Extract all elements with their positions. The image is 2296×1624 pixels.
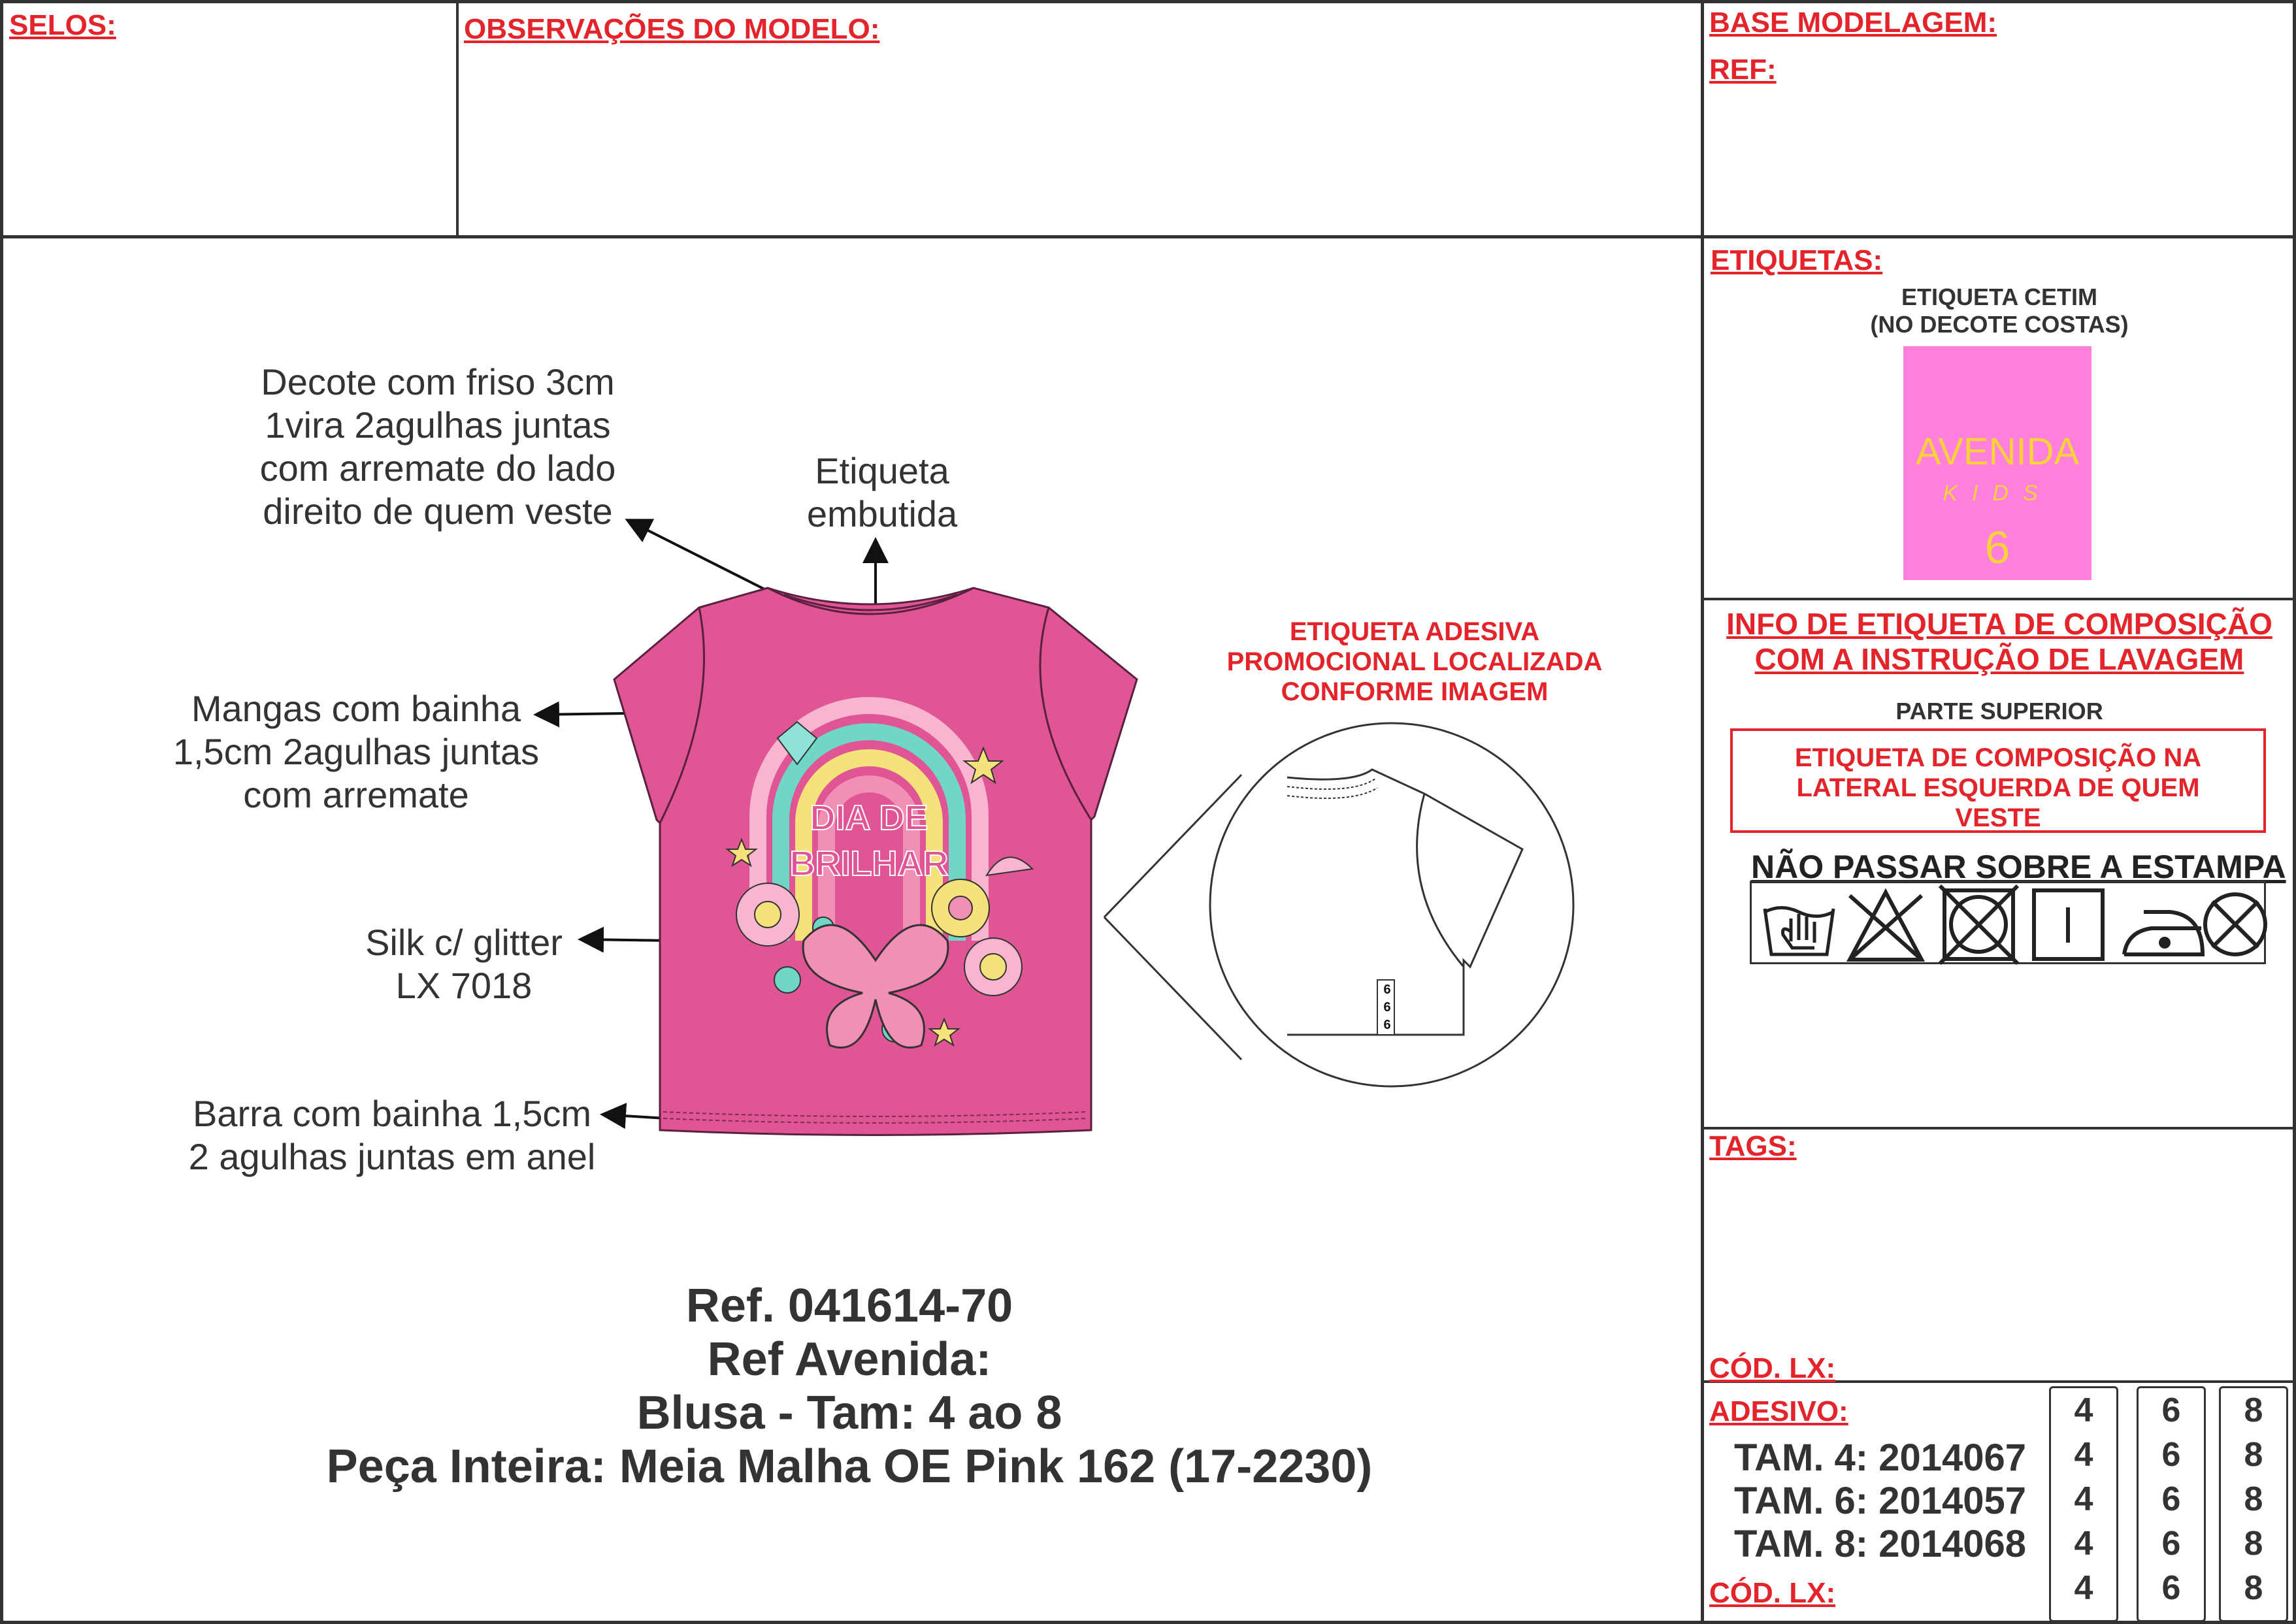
cetim-label-swatch: [1903, 346, 2091, 580]
size-8-value: 8: [2244, 1480, 2263, 1518]
composicao-divider: [1702, 1127, 2294, 1129]
size-6-value: 6: [2161, 1480, 2181, 1518]
care-icons-panel: [1750, 881, 2266, 964]
composicao-box-line-1: ETIQUETA DE COMPOSIÇÃO NA: [1794, 743, 2202, 772]
size-column-8: [2219, 1386, 2288, 1622]
composicao-title: [1705, 606, 2293, 677]
cetim-title-line-2: (NO DECOTE COSTAS): [1870, 311, 2129, 338]
size-6-value: 6: [2161, 1391, 2181, 1429]
line-dry-icon: [2034, 890, 2103, 959]
no-dry-clean-icon: [2205, 894, 2265, 954]
base-modelagem-label: BASE MODELAGEM:: [1709, 7, 1997, 39]
size-6-value: 6: [2161, 1569, 2181, 1607]
selos-label: SELOS:: [9, 9, 116, 41]
size-8-value: 8: [2244, 1525, 2263, 1563]
adesivo-row-tam-8: TAM. 8: 2014068: [1734, 1523, 2027, 1565]
size-column-4: [2049, 1386, 2118, 1622]
product-ref-avenida: Ref Avenida:: [707, 1333, 992, 1386]
tshirt-illustration: [588, 575, 1150, 1150]
ref-label: REF:: [1709, 54, 1777, 86]
adesivo-row-tam-6: TAM. 6: 2014057: [1734, 1480, 2027, 1522]
composicao-title-line-2: COM A INSTRUÇÃO DE LAVAGEM: [1754, 642, 2244, 676]
annotation-adesiva-line-3: CONFORME IMAGEM: [1281, 677, 1549, 706]
adesivo-label: ADESIVO:: [1709, 1395, 1848, 1427]
annotation-etiqueta: Etiqueta embutida: [806, 450, 958, 534]
size-6-value: 6: [2161, 1436, 2181, 1474]
no-bleach-icon: [1850, 892, 1922, 960]
size-8-value: 8: [2244, 1391, 2263, 1429]
annotation-barra: Barra com bainha 1,5cm 2 agulhas juntas em anel: [188, 1093, 596, 1177]
size-8-value: 8: [2244, 1436, 2263, 1474]
size-6-value: 6: [2161, 1525, 2181, 1563]
cetim-label-size: 6: [1984, 522, 2010, 573]
sticker-detail-zoom: [1098, 719, 1607, 1111]
annotation-decote: Decote com friso 3cm 1vira 2agulhas juntas com arremate do lado direito de quem veste: [259, 361, 616, 532]
product-blusa: Blusa - Tam: 4 ao 8: [636, 1387, 1062, 1439]
size-4-value: 4: [2074, 1436, 2093, 1474]
product-ref: Ref. 041614-70: [685, 1280, 1013, 1332]
annotation-adesiva-line-2: PROMOCIONAL LOCALIZADA: [1226, 647, 1603, 676]
adesivo-row-tam-4: TAM. 4: 2014067: [1734, 1437, 2027, 1479]
size-8-value: 8: [2244, 1569, 2263, 1607]
tags-label: TAGS:: [1709, 1130, 1797, 1162]
size-4-value: 4: [2074, 1480, 2093, 1518]
care-warning: NÃO PASSAR SOBRE A ESTAMPA: [1751, 849, 2286, 885]
print-line-2: BRILHAR: [789, 844, 949, 883]
product-peca: Peça Inteira: Meia Malha OE Pink 162 (17-2230): [326, 1440, 1373, 1493]
annotation-silk: Silk c/ glitter LX 7018: [365, 922, 563, 1006]
cetim-label-brand: AVENIDA: [1915, 430, 2080, 473]
product-info: [196, 1279, 1503, 1493]
composicao-box: [1730, 728, 2266, 833]
tags-cod-lx-label: CÓD. LX:: [1709, 1352, 1836, 1384]
annotation-mangas: Mangas com bainha 1,5cm 2agulhas juntas com arremate: [172, 688, 540, 815]
cetim-title-line-1: ETIQUETA CETIM: [1901, 284, 2097, 310]
size-4-value: 4: [2074, 1391, 2093, 1429]
parte-superior: PARTE SUPERIOR: [1895, 698, 2103, 724]
composicao-box-line-2: LATERAL ESQUERDA DE QUEM: [1796, 773, 2200, 802]
adesivo-cod-lx-label: CÓD. LX:: [1709, 1577, 1836, 1609]
print-line-1: DIA DE: [810, 798, 928, 837]
etiquetas-divider: [1702, 598, 2294, 600]
annotation-adesiva-line-1: ETIQUETA ADESIVA: [1289, 617, 1540, 646]
etiquetas-label: ETIQUETAS:: [1711, 244, 1883, 276]
size-4-value: 4: [2074, 1525, 2093, 1563]
size-column-6: [2137, 1386, 2206, 1622]
hand-wash-icon: [1765, 908, 1833, 955]
cetim-label-sub: KIDS: [1943, 481, 2052, 506]
cetim-title: [1790, 284, 2208, 338]
iron-low-icon: [2124, 912, 2203, 954]
frame-bottom: [0, 1621, 2296, 1624]
composicao-title-line-1: INFO DE ETIQUETA DE COMPOSIÇÃO: [1726, 607, 2272, 641]
no-tumble-dry-icon: [1940, 886, 2018, 964]
composicao-box-line-3: VESTE: [1955, 804, 2041, 832]
observacoes-label: OBSERVAÇÕES DO MODELO:: [464, 13, 880, 45]
mini-size-label-text: 6 6 6: [1383, 983, 1391, 1032]
size-4-value: 4: [2074, 1569, 2093, 1607]
